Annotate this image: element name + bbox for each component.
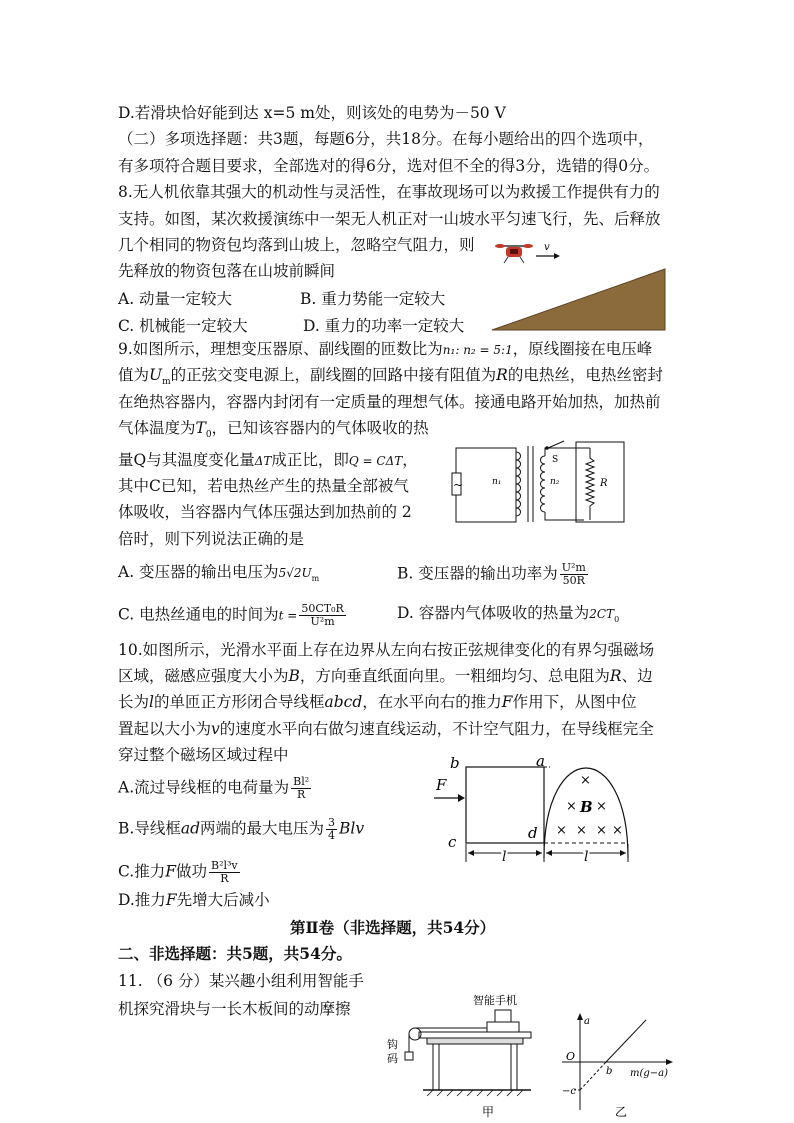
svg-text:n₂: n₂	[550, 477, 560, 487]
hook-weight	[405, 1052, 413, 1060]
slope	[492, 269, 665, 330]
svg-text:d: d	[528, 824, 538, 842]
q10-option-d: D.推力F先增大后减小	[118, 891, 270, 909]
svg-text:S: S	[552, 455, 559, 465]
fit-line-dashed	[580, 1062, 606, 1090]
q7-option-d: D.若滑块恰好能到达 x=5 m处，则该处的电势为－50 V	[118, 104, 506, 122]
svg-text:×: ×	[596, 799, 607, 814]
magnetic-field-figure	[430, 748, 640, 866]
transformer-figure	[452, 440, 630, 525]
q9-stem: 倍时，则下列说法正确的是	[118, 530, 305, 548]
q9-stem: 值为$U_m$的正弦交变电源上，副线圈的回路中接有阻值为R的电热丝，电热丝密封	[118, 366, 663, 388]
section-non-choice: 二、非选择题：共5题，共54分。	[118, 944, 352, 963]
q10-option-b: B.导线框ad两端的最大电压为 $\frac{3}{4}$ Blv	[118, 816, 365, 842]
q9-option-c: C. 电热丝通电的时间为t = $\frac{\text{50CT₀R}}{\text{U²m}}$	[118, 602, 344, 628]
q8-stem: 先释放的物资包落在山坡前瞬间	[118, 262, 336, 280]
svg-text:m(g−a): m(g−a)	[630, 1068, 669, 1079]
svg-text:码: 码	[387, 1052, 398, 1065]
section-multi-choice: （二）多项选择题：共3题，每题6分，共18分。在每小题给出的四个选项中，	[118, 130, 654, 148]
svg-text:b: b	[606, 1066, 613, 1077]
q9-stem: 量Q与其温度变化量ΔT成正比，即Q = CΔT，	[118, 451, 418, 469]
svg-text:×: ×	[556, 823, 567, 838]
svg-text:a: a	[536, 752, 545, 770]
svg-text:×: ×	[576, 823, 587, 838]
svg-text:钩: 钩	[387, 1038, 398, 1051]
field-markers	[556, 773, 623, 838]
svg-text:n₁: n₁	[492, 477, 502, 487]
q8-option-a: A. 动量一定较大	[118, 290, 233, 308]
part-ii-title: 第Ⅱ卷（非选择题，共54分）	[290, 918, 496, 937]
svg-text:×: ×	[596, 823, 607, 838]
q9-option-d: D. 容器内气体吸收的热量为$2CT_0$	[397, 604, 620, 625]
velocity-label: v	[544, 242, 550, 253]
fit-line-solid	[606, 1020, 646, 1062]
q10-stem: 10.如图所示，光滑水平面上存在边界从左向右按正弦规律变化的有界匀强磁场	[118, 641, 655, 659]
switch	[548, 441, 564, 448]
svg-text:R: R	[600, 478, 608, 489]
turns-ratio: n₁: n₂ = 5:1	[442, 343, 513, 357]
section-multi-choice-rule: 有多项符合题目要求，全部选对的得6分，选对但不全的得3分，选错的得0分。	[118, 157, 660, 175]
q9-stem: 其中C已知，若电热丝产生的热量全部被气	[118, 477, 409, 495]
slider-block	[487, 1022, 519, 1032]
a-vs-mg-graph	[560, 1010, 680, 1118]
q11-stem: 11. （6 分）某兴趣小组利用智能手	[118, 972, 364, 990]
svg-text:×: ×	[580, 773, 591, 788]
svg-text:F: F	[436, 776, 447, 794]
q10-stem: 长为l的单匝正方形闭合导线框abcd，在水平向右的推力F作用下，从图中位	[118, 693, 637, 711]
q9-option-b: B. 变压器的输出功率为 $\frac{\text{U²m}}{50R}$	[397, 561, 586, 587]
svg-text:×: ×	[566, 799, 577, 814]
q10-option-a: A.流过导线框的电荷量为 $\frac{\text{Bl²}}{R}$	[118, 775, 310, 801]
smartphone	[495, 1010, 511, 1022]
svg-text:−c: −c	[562, 1086, 576, 1097]
svg-text:l: l	[584, 849, 589, 865]
q10-stem: 置起以大小为v的速度水平向右做匀速直线运动，不计空气阻力，在导线框完全	[118, 720, 654, 738]
svg-text:甲: 甲	[482, 1105, 495, 1119]
svg-text:×: ×	[612, 823, 623, 838]
q8-stem: 支持。如图，某次救援演练中一架无人机正对一山坡水平匀速飞行，先、后释放	[118, 210, 661, 228]
q8-option-c: C. 机械能一定较大	[118, 317, 248, 335]
q9-stem: 9.如图所示，理想变压器原、副线圈的匝数比为n₁: n₂ = 5:1，原线圈接在电压峰	[118, 340, 653, 358]
lab-setup-figure	[385, 990, 535, 1118]
svg-text:a: a	[584, 1016, 590, 1027]
q9-option-a: A. 变压器的输出电压为$5√2U_m$	[118, 563, 320, 584]
svg-text:l: l	[502, 849, 507, 865]
svg-text:O: O	[566, 1050, 576, 1063]
q8-option-b: B. 重力势能一定较大	[300, 290, 446, 308]
q9-stem: 在绝热容器内，容器内封闭有一定质量的理想气体。接通电路开始加热，加热前	[118, 393, 661, 411]
long-board	[419, 1032, 531, 1038]
q8-option-d: D. 重力的功率一定较大	[303, 317, 465, 335]
q8-stem: 8.无人机依靠其强大的机动性与灵活性，在事故现场可以为救援工作提供有力的	[118, 183, 660, 201]
ac-source: ~	[453, 478, 464, 492]
drone-icon	[495, 244, 533, 263]
secondary-coil	[541, 456, 546, 512]
svg-text:b: b	[450, 754, 460, 772]
drone-slope-figure	[490, 236, 670, 332]
q11-stem: 机探究滑块与一长木板间的动摩擦	[118, 1000, 351, 1018]
svg-text:B: B	[580, 798, 593, 816]
q10-stem: 区域，磁感应强度大小为B，方向垂直纸面向里。一粗细均匀、总电阻为R、边	[118, 667, 653, 685]
q9-stem: 气体温度为$T_0$，已知该容器内的气体吸收的热	[118, 419, 429, 441]
svg-text:乙: 乙	[615, 1105, 628, 1119]
svg-text:c: c	[448, 833, 457, 851]
q9-stem: 体吸收，当容器内气体压强达到加热前的 2	[118, 503, 412, 521]
svg-text:智能手机: 智能手机	[473, 994, 517, 1007]
q10-stem: 穿过整个磁场区域过程中	[118, 746, 289, 764]
q10-option-c: C.推力F做功 $\frac{\text{B²l³v}}{R}$	[118, 859, 238, 885]
primary-coil	[516, 452, 521, 516]
q8-stem: 几个相同的物资包均落到山坡上，忽略空气阻力，则	[118, 236, 475, 254]
heating-wire	[576, 448, 594, 520]
